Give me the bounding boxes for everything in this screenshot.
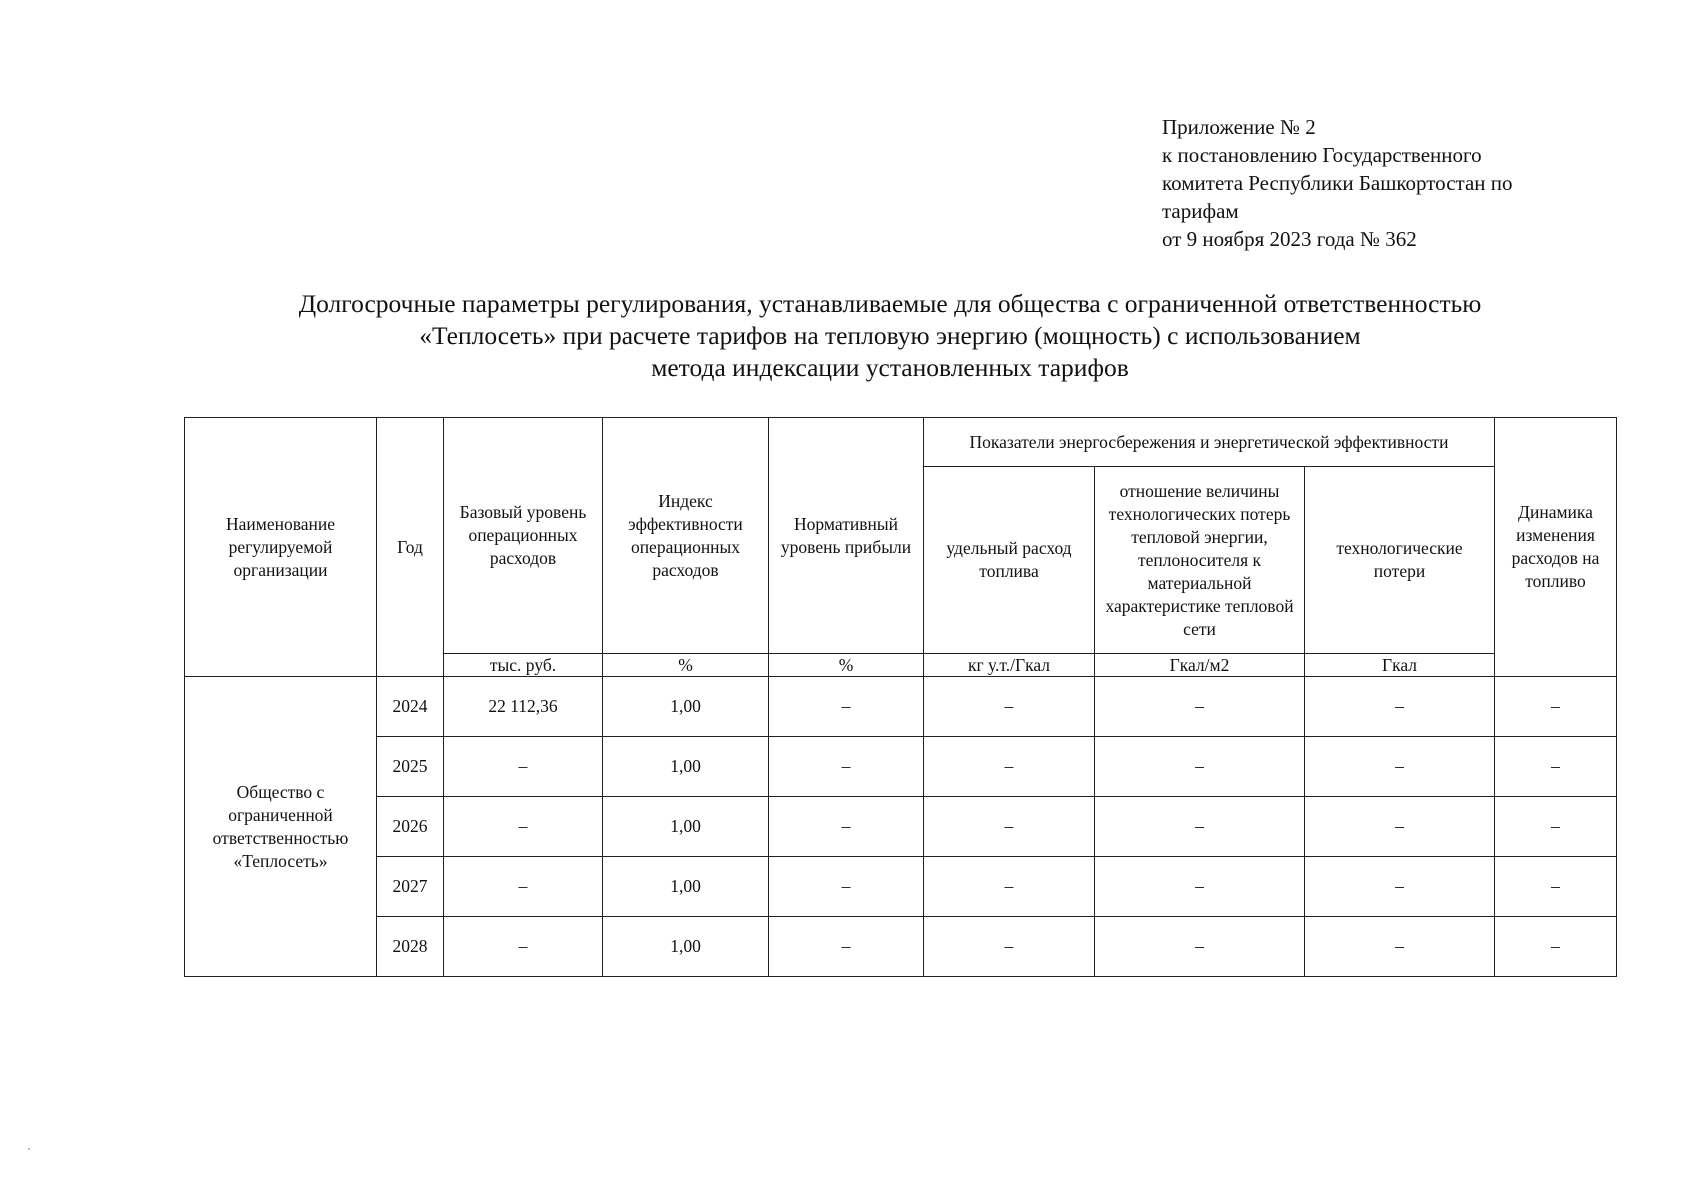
cell-efficiency-index: 1,00 [603, 677, 769, 737]
unit-profit-level: % [769, 654, 924, 677]
cell-tech-losses: – [1305, 797, 1495, 857]
unit-fuel-rate: кг у.т./Гкал [924, 654, 1095, 677]
cell-efficiency-index: 1,00 [603, 857, 769, 917]
appendix-line: тарифам [1162, 199, 1239, 223]
cell-profit-level: – [769, 677, 924, 737]
cell-base-level: – [444, 917, 603, 977]
cell-fuel-rate: – [924, 797, 1095, 857]
table-row [185, 677, 1617, 737]
cell-loss-ratio: – [1095, 737, 1305, 797]
cell-loss-ratio: – [1095, 857, 1305, 917]
cell-fuel-dynamics: – [1495, 917, 1617, 977]
cell-profit-level: – [769, 917, 924, 977]
scan-speck [28, 1148, 30, 1150]
header-tech-losses: технологические потери [1305, 467, 1495, 654]
table-row [185, 737, 1617, 797]
appendix-line: Приложение № 2 [1162, 115, 1316, 139]
cell-efficiency-index: 1,00 [603, 737, 769, 797]
appendix-line: к постановлению Государственного [1162, 143, 1482, 167]
cell-fuel-dynamics: – [1495, 797, 1617, 857]
cell-fuel-dynamics: – [1495, 857, 1617, 917]
cell-year: 2027 [377, 857, 444, 917]
cell-base-level: 22 112,36 [444, 677, 603, 737]
unit-tech-losses: Гкал [1305, 654, 1495, 677]
table-row [185, 797, 1617, 857]
appendix-block [1162, 113, 1592, 253]
title-line: Долгосрочные параметры регулирования, устанавливаемые для общества с ограниченной ответственностью [298, 289, 1482, 318]
cell-loss-ratio: – [1095, 917, 1305, 977]
cell-profit-level: – [769, 857, 924, 917]
cell-tech-losses: – [1305, 737, 1495, 797]
cell-base-level: – [444, 857, 603, 917]
cell-loss-ratio: – [1095, 797, 1305, 857]
table-row [185, 857, 1617, 917]
unit-loss-ratio: Гкал/м2 [1095, 654, 1305, 677]
cell-fuel-dynamics: – [1495, 677, 1617, 737]
cell-year: 2025 [377, 737, 444, 797]
unit-efficiency-index: % [603, 654, 769, 677]
cell-base-level: – [444, 797, 603, 857]
cell-efficiency-index: 1,00 [603, 917, 769, 977]
cell-fuel-rate: – [924, 737, 1095, 797]
appendix-line: комитета Республики Башкортостан по [1162, 171, 1513, 195]
header-year: Год [377, 418, 444, 677]
cell-profit-level: – [769, 797, 924, 857]
header-fuel-rate: удельный расход топлива [924, 467, 1095, 654]
table-row [185, 917, 1617, 977]
cell-base-level: – [444, 737, 603, 797]
header-row-1 [185, 418, 1617, 467]
cell-year: 2024 [377, 677, 444, 737]
parameters-table [184, 417, 1617, 977]
header-profit-level: Нормативный уровень прибыли [769, 418, 924, 654]
cell-fuel-rate: – [924, 857, 1095, 917]
header-loss-ratio: отношение величины технологических потерь тепловой энергии, теплоносителя к материальной характеристике тепловой сети [1095, 467, 1305, 654]
cell-year: 2026 [377, 797, 444, 857]
cell-tech-losses: – [1305, 857, 1495, 917]
cell-profit-level: – [769, 737, 924, 797]
cell-fuel-rate: – [924, 677, 1095, 737]
cell-tech-losses: – [1305, 917, 1495, 977]
header-efficiency-index: Индекс эффективности операционных расходов [603, 418, 769, 654]
document-title [180, 288, 1600, 384]
cell-tech-losses: – [1305, 677, 1495, 737]
title-line: метода индексации установленных тарифов [651, 353, 1129, 382]
cell-efficiency-index: 1,00 [603, 797, 769, 857]
unit-base-level: тыс. руб. [444, 654, 603, 677]
organization-name-cell: Общество с ограниченной ответственностью «Теплосеть» [185, 677, 377, 977]
cell-year: 2028 [377, 917, 444, 977]
cell-loss-ratio: – [1095, 677, 1305, 737]
cell-fuel-dynamics: – [1495, 737, 1617, 797]
appendix-line: от 9 ноября 2023 года № 362 [1162, 227, 1417, 251]
header-energy-group: Показатели энергосбережения и энергетической эффективности [924, 418, 1495, 467]
cell-fuel-rate: – [924, 917, 1095, 977]
header-org: Наименование регулируемой организации [185, 418, 377, 677]
header-fuel-dynamics: Динамика изменения расходов на топливо [1495, 418, 1617, 677]
header-base-level: Базовый уровень операционных расходов [444, 418, 603, 654]
title-line: «Теплосеть» при расчете тарифов на тепловую энергию (мощность) с использованием [419, 321, 1361, 350]
